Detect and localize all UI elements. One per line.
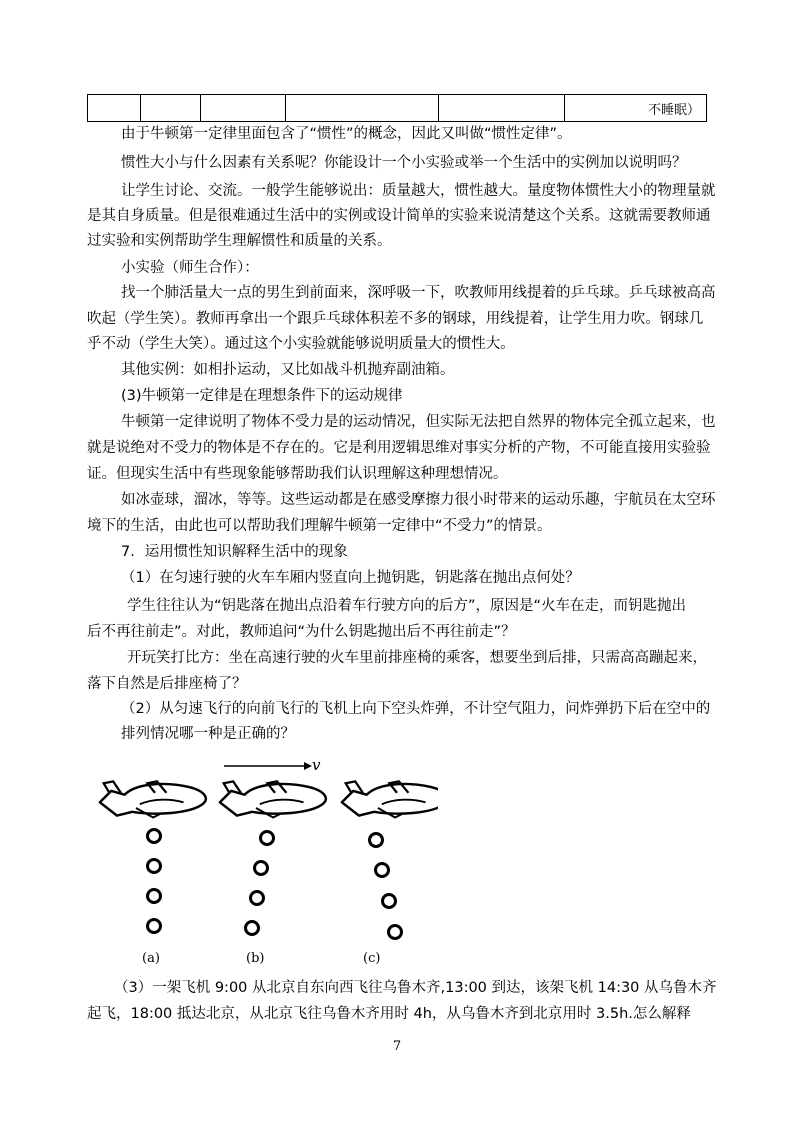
text-line: 让学生讨论、交流。一般学生能够说出：质量越大，惯性越大。量度物体惯性大小的物理量就 — [121, 183, 716, 199]
bomb-c-2 — [376, 864, 389, 877]
table-cell-last: 不睡眠） — [565, 95, 707, 122]
bomb-a-1 — [148, 830, 161, 843]
bomb-b-1 — [261, 832, 274, 845]
text-line: 起飞，18:00 抵达北京，从北京飞往乌鲁木齐用时 4h，从乌鲁木齐到北京用时 3.5h.怎么解释 — [87, 1006, 691, 1022]
text-line: 其他实例：如相扑运动，又比如战斗机抛弃副油箱。 — [121, 362, 455, 378]
text-line: 就是说绝对不受力的物体是不存在的。它是利用逻辑思维对事实分析的产物，不可能直接用实验验 — [87, 440, 711, 456]
text-line: 学生往往认为“钥匙落在抛出点沿着车行驶方向的后方”，原因是“火车在走，而钥匙抛出 — [127, 598, 687, 614]
bomb-b-2 — [255, 862, 268, 875]
bomb-c-3 — [383, 895, 396, 908]
text-line: 境下的生活，由此也可以帮助我们理解牛顿第一定律中“不受力”的情景。 — [87, 518, 552, 534]
text-line: 如冰壶球，溜冰，等等。这些运动都是在感受摩擦力很小时带来的运动乐趣，宇航员在太空环 — [121, 492, 716, 508]
bomb-drop-figure — [98, 758, 438, 968]
airplane-c — [342, 781, 438, 817]
caption-b: (b) — [246, 951, 265, 966]
section-heading: 7．运用惯性知识解释生活中的现象 — [121, 544, 348, 560]
bomb-a-3 — [148, 890, 161, 903]
page-number: 7 — [392, 1039, 402, 1054]
bomb-c-4 — [389, 926, 402, 939]
text-line: 证。但现实生活中有些现象能够帮助我们认识理解这种理想情况。 — [87, 466, 508, 482]
bomb-a-4 — [148, 920, 161, 933]
bomb-c-1 — [370, 834, 383, 847]
question-line: （1）在匀速行驶的火车车厢内竖直向上抛钥匙，钥匙落在抛出点何处？ — [121, 570, 580, 586]
text-line: 排列情况哪一种是正确的？ — [121, 726, 295, 742]
velocity-label: v — [312, 758, 321, 774]
figure-svg — [98, 758, 438, 968]
table-cell — [140, 95, 200, 122]
caption-c: (c) — [363, 951, 381, 966]
table-row — [88, 95, 707, 122]
table-cell — [88, 95, 141, 122]
text-line: 是其自身质量。但是很难通过生活中的实例或设计简单的实验来说清楚这个关系。这就需要教师通 — [87, 208, 711, 224]
table-cell — [286, 95, 438, 122]
text-line: 乎不动（学生大笑）。通过这个小实验就能够说明质量大的惯性大。 — [87, 336, 515, 352]
question-line: （3）一架飞机 9:00 从北京自东向西飞往乌鲁木齐,13:00 到达，该架飞机 14:30 从乌鲁木齐 — [114, 980, 717, 996]
text-line: 找一个肺活量大一点的男生到前面来，深呼吸一下，吹教师用线提着的乒乓球。乒乓球被高高 — [121, 285, 716, 301]
airplane-a — [100, 781, 206, 817]
question-line: （2）从匀速飞行的向前飞行的飞机上向下空头炸弹，不计空气阻力，问炸弹扔下后在空中的 — [121, 701, 711, 717]
text-line: 过实验和实例帮助学生理解惯性和质量的关系。 — [87, 233, 392, 249]
caption-a: (a) — [142, 951, 160, 966]
text-line: 惯性大小与什么因素有关系呢？你能设计一个小实验或举一个生活中的实例加以说明吗？ — [121, 155, 687, 171]
bomb-a-2 — [148, 860, 161, 873]
text-line: 由于牛顿第一定律里面包含了“惯性”的概念，因此又叫做“惯性定律”。 — [121, 126, 572, 142]
table-cell — [438, 95, 565, 122]
bomb-b-4 — [246, 922, 259, 935]
text-line: 落下自然是后排座椅了？ — [87, 676, 247, 692]
text-line: 开玩笑打比方：坐在高速行驶的火车里前排座椅的乘客，想要坐到后排，只需高高蹦起来， — [127, 650, 707, 666]
bomb-b-3 — [251, 892, 264, 905]
section-heading: (3)牛顿第一定律是在理想条件下的运动规律 — [121, 388, 403, 404]
text-line: 吹起（学生笑）。教师再拿出一个跟乒乓球体积差不多的钢球，用线提着，让学生用力吹。钢球几 — [87, 311, 704, 327]
continuation-table — [87, 94, 707, 122]
text-line: 后不再往前走”。对此，教师追问“为什么钥匙抛出后不再往前走”？ — [87, 624, 516, 640]
airplane-b — [220, 781, 326, 817]
text-line: 牛顿第一定律说明了物体不受力是的运动情况，但实际无法把自然界的物体完全孤立起来，也 — [121, 414, 716, 430]
velocity-arrowhead — [304, 762, 312, 770]
table-cell — [200, 95, 285, 122]
text-line: 小实验（师生合作）： — [121, 260, 259, 276]
